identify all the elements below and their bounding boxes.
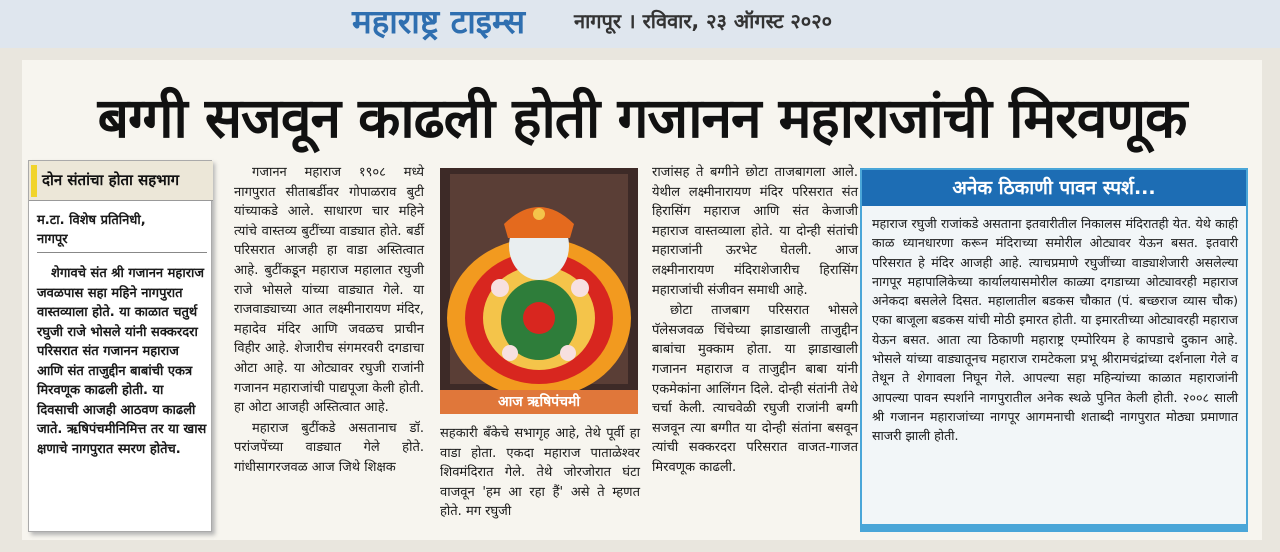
newspaper-page: [22, 60, 1262, 540]
photo-caption: आज ऋषिपंचमी: [440, 390, 638, 414]
byline-divider: [37, 252, 207, 253]
byline-credit: म.टा. विशेष प्रतिनिधी,: [37, 213, 146, 228]
article-paragraph: महाराज बुटींकडे असतानाच डॉ. परांजपेंच्या वाड्यात गेले होते. गांधीसागरजवळ आज जिथे शिक्षक: [234, 420, 424, 475]
article-paragraph: राजांसह ते बग्गीने छोटा ताजबागला आले. येथील लक्ष्मीनारायण मंदिर परिसरात संत हिरासिंग महाराज आणि संत केजाजी महाराज वास्तव्याला होते. या दोन्ही संतांची महाराजांनी ऊरभेट घेतली. आज लक्ष्मीनारायण मंदिराशेजारीच हिरासिंग महाराजांची संजीवन समाधी आहे.: [652, 165, 858, 298]
article-column-2: [440, 424, 640, 523]
sidebar-heading-band: [29, 161, 213, 201]
article-column-3: [652, 163, 858, 479]
sidebar-heading: दोन संतांचा होता सहभाग: [42, 171, 180, 189]
article-paragraph: सहकारी बँकेचे सभागृह आहे, तेथे पूर्वी हा वाडा होता. एकदा महाराज पाताळेश्वर शिवमंदिरात गेले. तेथे जोरजोरात घंटा वाजवून 'हम आ रहा हैं' असे ते म्हणत होते. मग रघुजी: [440, 426, 640, 520]
boxout: [860, 168, 1248, 532]
newspaper-logo: महाराष्ट्र टाइम्स: [352, 2, 526, 41]
sidebar-paragraph: शेगावचे संत श्री गजानन महाराज जवळपास सहा महिने नागपुरात वास्तव्याला होते. या काळात चतुर्थ रघुजी राजे भोसले यांनी सक्करदरा परिसरात संत गजानन महाराज आणि संत ताजुद्दीन बाबांची एकत्र मिरवणूक काढली होती. या दिवसाची आजही आठवण काढली जाते. ऋषिपंचमीनिमित्त तर या खास क्षणाचे नागपुरात स्मरण होतेच.: [37, 266, 207, 457]
boxout-heading: अनेक ठिकाणी पावन स्पर्श...: [862, 170, 1246, 206]
saint-portrait-image: [440, 168, 638, 390]
sidebar-accent-bar: [31, 165, 37, 197]
sidebar-body: [37, 264, 207, 459]
article-paragraph: छोटा ताजबाग परिसरात भोसले पॅलेसजवळ चिंचेच्या झाडाखाली ताजुद्दीन बाबांचा मुक्काम होता. या झाडाखाली गजानन महाराज व ताजुद्दीन बाबा यांनी एकमेकांना आलिंगन दिले. दोन्ही संतांनी तेथे चर्चा केली. त्याचवेळी रघुजी राजांनी बग्गी सजवून त्या बग्गीत या दोन्ही संतांना बसवून त्यांची सक्करदरा परिसरात वाजत-गाजत मिरवणूक काढली.: [652, 303, 858, 475]
dateline: नागपूर । रविवार, २३ ऑगस्ट २०२०: [574, 9, 833, 33]
article-paragraph: गजानन महाराज १९०८ मध्ये नागपुरात सीताबर्डीवर गोपाळराव बुटी यांच्याकडे आले. साधारण चार महिने त्यांचे वास्तव्य बुटींच्या वाड्यात होते. बर्डी परिसरात आजही हा वाडा अस्तित्वात आहे. बुटींकडून महाराज महालात रघुजी राजे भोसले यांच्या वाड्यात गेले. या राजवाड्याच्या आत लक्ष्मीनारायण मंदिर, महादेव मंदिर आणि जवळच प्राचीन विहीर आहे. शेजारीच संगमरवरी दगडाचा ओटा आहे. या ओट्यावर रघुजी राजांनी गजानन महाराजांची पाद्यपूजा केली होती. हा ओटा आजही अस्तित्वात आहे.: [234, 165, 424, 416]
saint-photo: [440, 168, 638, 414]
boxout-paragraph: महाराज रघुजी राजांकडे असताना इतवारीतील निकालस मंदिरातही येत. येथे काही काळ ध्यानधारणा करून मंदिराच्या समोरील ओट्यावर येऊन बसत. इतवारी परिसरात हे मंदिर आजही आहे. त्याचप्रमाणे रघुजींच्या वाड्याशेजारी असलेल्या नागपूर महापालिकेच्या कार्यालयासमोरील काळ्या दगडाच्या ओट्यावरही महाराज अनेकदा बसलेले दिसत. महालातील बडकस चौकात (पं. बच्छराज व्यास चौक) एका बाजूला बडकस यांची मोठी इमारत होती. या इमारतीच्या ओट्यावरही महाराज येऊन बसत. आता त्या ठिकाणी महाराष्ट्र एम्पोरियम हे कापडाचे दुकान आहे. भोसले यांच्या वाड्यातूनच महाराज रामटेकला प्रभू श्रीरामचंद्रांच्या दर्शनाला गेले व तेथून ते शेगावला निघून गेले. आपल्या सहा महिन्यांच्या काळात महाराजांनी आपल्या पावन स्पर्शाने नागपुरातील अनेक स्थळे पुनित केली होती. २००८ साली श्री गजानन महाराजांच्या नागपूर आगमनाची शताब्दी नागपुरात मोठ्या प्रमाणात साजरी झाली होती.: [872, 216, 1238, 444]
sidebar-box: [28, 160, 212, 532]
headline: बग्गी सजवून काढली होती गजानन महाराजांची मिरवणूक: [97, 86, 1187, 150]
boxout-bottom-bar: [862, 524, 1246, 530]
article-column-1: [234, 163, 424, 533]
boxout-body: [872, 214, 1238, 446]
byline: [37, 211, 207, 249]
byline-city: नागपूर: [37, 232, 68, 247]
